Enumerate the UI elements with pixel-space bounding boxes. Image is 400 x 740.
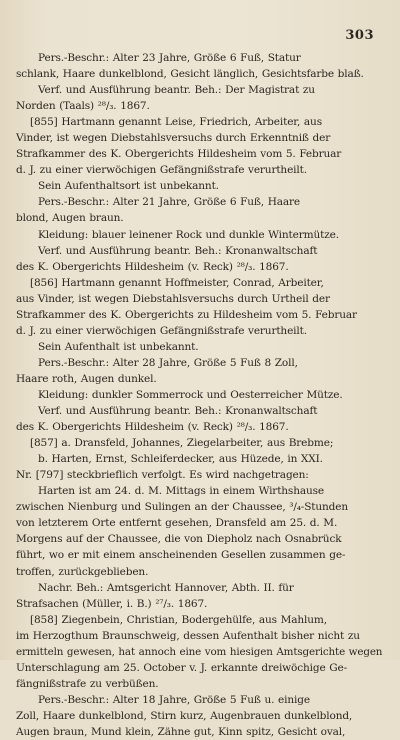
text-line: Sein Aufenthaltsort ist unbekannt. [38, 180, 219, 193]
text-line: b. Harten, Ernst, Schleiferdecker, aus Hüzede, in XXI. [38, 453, 323, 466]
text-line: Augen braun, Mund klein, Zähne gut, Kinn spitz, Gesicht oval, [16, 725, 346, 738]
text-line: [857] a. Dransfeld, Johannes, Ziegelarbeiter, aus Brebme; [30, 437, 334, 450]
text-line: schlank, Haare dunkelblond, Gesicht länglich, Gesichtsfarbe blaß. [16, 68, 364, 81]
text-line: zwischen Nienburg und Sulingen an der Chaussee, ³/₄-Stunden [16, 501, 349, 514]
text-line: [858] Ziegenbein, Christian, Bodergehülfe, aus Mahlum, [30, 613, 327, 626]
text-line: Kleidung: dunkler Sommerrock und Oesterreicher Mütze. [38, 388, 343, 401]
text-line: Nachr. Beh.: Amtsgericht Hannover, Abth. II. für [38, 581, 294, 594]
text-block [16, 50, 384, 740]
text-line: von letzterem Orte entfernt gesehen, Dransfeld am 25. d. M. [16, 517, 338, 530]
text-line: troffen, zurückgeblieben. [16, 565, 149, 578]
text-line: des K. Obergerichts Hildesheim (v. Reck) ²⁸/₃. 1867. [16, 421, 289, 434]
text-line: d. J. zu einer vierwöchigen Gefängnißstrafe verurtheilt. [16, 164, 307, 177]
text-line: des K. Obergerichts Hildesheim (v. Reck) ²⁸/₃. 1867. [16, 260, 289, 273]
text-line: Nr. [797] steckbrieflich verfolgt. Es wird nachgetragen: [16, 469, 309, 482]
text-line: Norden (Taals) ²⁸/₃. 1867. [16, 100, 150, 113]
text-line: Zoll, Haare dunkelblond, Stirn kurz, Augenbrauen dunkelblond, [16, 709, 353, 722]
text-line: Verf. und Ausführung beantr. Beh.: Kronanwaltschaft [38, 244, 318, 257]
text-line: d. J. zu einer vierwöchigen Gefängnißstrafe verurtheilt. [16, 324, 307, 337]
page-number: 303 [345, 28, 374, 43]
text-line: Unterschlagung am 25. October v. J. erkannte dreiwöchige Ge- [16, 661, 348, 674]
text-line: blond, Augen braun. [16, 212, 124, 225]
text-line: Verf. und Ausführung beantr. Beh.: Kronanwaltschaft [38, 405, 318, 418]
text-line: Haare roth, Augen dunkel. [16, 372, 157, 385]
text-line: Pers.-Beschr.: Alter 18 Jahre, Größe 5 Fuß u. einige [38, 693, 310, 706]
text-line: Kleidung: blauer leinener Rock und dunkle Wintermütze. [38, 228, 339, 241]
text-line: Verf. und Ausführung beantr. Beh.: Der Magistrat zu [38, 84, 315, 97]
text-line: Harten ist am 24. d. M. Mittags in einem Wirthshause [38, 485, 324, 498]
text-line: aus Vinder, ist wegen Diebstahlsversuchs durch Urtheil der [16, 292, 330, 305]
text-line: Vinder, ist wegen Diebstahlsversuchs durch Erkenntniß der [16, 132, 331, 145]
text-line: Pers.-Beschr.: Alter 28 Jahre, Größe 5 Fuß 8 Zoll, [38, 356, 298, 369]
text-line: Morgens auf der Chaussee, die von Diepholz nach Osnabrück [16, 533, 342, 546]
text-line: ermitteln gewesen, hat annoch eine vom hiesigen Amtsgerichte wegen [16, 645, 383, 658]
text-line: Pers.-Beschr.: Alter 21 Jahre, Größe 6 Fuß, Haare [38, 196, 301, 209]
text-line: Strafsachen (Müller, i. B.) ²⁷/₃. 1867. [16, 597, 208, 610]
text-line: fängnißstrafe zu verbüßen. [16, 677, 159, 690]
text-line: führt, wo er mit einem anscheinenden Gesellen zusammen ge- [16, 549, 346, 562]
text-line: Sein Aufenthalt ist unbekannt. [38, 340, 199, 353]
text-line: Strafkammer des K. Obergerichts zu Hildesheim vom 5. Februar [16, 308, 357, 321]
text-line: im Herzogthum Braunschweig, dessen Aufenthalt bisher nicht zu [16, 629, 360, 642]
text-line: Strafkammer des K. Obergerichts Hildesheim vom 5. Februar [16, 148, 342, 161]
text-line: Pers.-Beschr.: Alter 23 Jahre, Größe 6 Fuß, Statur [38, 52, 301, 64]
text-line: [856] Hartmann genannt Hoffmeister, Conrad, Arbeiter, [30, 276, 324, 289]
text-line: [855] Hartmann genannt Leise, Friedrich, Arbeiter, aus [30, 116, 322, 129]
